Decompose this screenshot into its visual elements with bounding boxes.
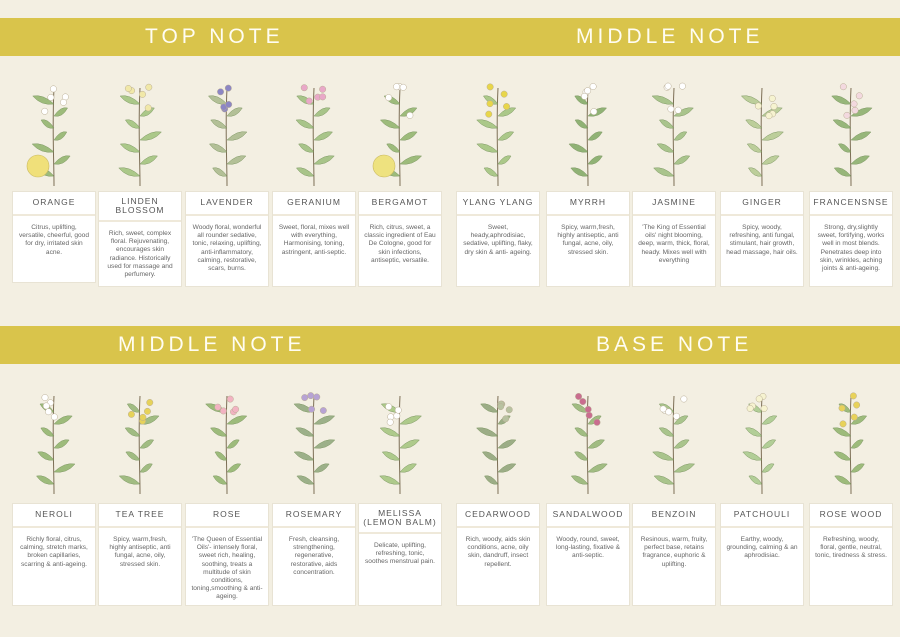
- note-card: [809, 503, 893, 606]
- card-title: MYRRH: [547, 192, 629, 216]
- note-card: [358, 191, 442, 287]
- card-description: Rich, citrus, sweet, a classic ingredient of Eau De Cologne, good for skin infections, antiseptic, versatile.: [364, 224, 436, 264]
- card-title: GINGER: [721, 192, 803, 216]
- note-card: [185, 503, 269, 606]
- card-description: Rich, sweet, complex floral. Rejuvenating, encourages skin radiance. Historically used for massage and perfumery.: [107, 230, 173, 279]
- note-card: [632, 503, 716, 606]
- card-title: SANDALWOOD: [547, 504, 629, 528]
- frankincense-plant-illustration: [811, 78, 891, 193]
- rosemary-plant-illustration: [274, 386, 354, 501]
- section-title-middle-note-bottom: MIDDLE NOTE: [118, 333, 306, 356]
- card-title: CEDARWOOD: [457, 504, 539, 528]
- melissa-plant-illustration: [360, 386, 440, 501]
- card-description: Resinous, warm, fruity, perfect base, retains fragrance, euphoric & uplifting.: [640, 536, 708, 568]
- card-title: BERGAMOT: [359, 192, 441, 216]
- section-title-middle-note-top: MIDDLE NOTE: [576, 25, 764, 48]
- note-card: [98, 503, 182, 606]
- card-description: Delicate, uplifting, refreshing, tonic, soothes menstrual pain.: [364, 542, 435, 566]
- card-description: Woody floral, wonderful all rounder sedative, tonic, relaxing, uplifting, anti-inflammatory, calming, restorative, scars, burns.: [192, 224, 262, 273]
- rose-plant-illustration: [187, 386, 267, 501]
- bergamot-plant-illustration: [360, 78, 440, 193]
- card-title: ROSEMARY: [273, 504, 355, 528]
- card-description: Refreshing, woody, floral, gentle, neutral, tonic, tiredness & stress.: [815, 536, 887, 560]
- card-description: Spicy, warm,fresh, highly antiseptic, anti fungal, acne, oily, stressed skin.: [109, 536, 171, 568]
- card-description: Citrus, uplifting, versatile, cheerful, good for dry, irritated skin acne.: [18, 224, 89, 256]
- linden-plant-illustration: [100, 78, 180, 193]
- card-title: MELISSA (LEMON BALM): [359, 504, 441, 534]
- section-title-base-note: BASE NOTE: [596, 333, 753, 356]
- card-description: Sweet, heady,aphrodisiac, sedative, uplifting, flaky, dry skin & anti- ageing.: [463, 224, 533, 256]
- bottom-band: [0, 326, 900, 364]
- note-card: [546, 191, 630, 287]
- note-card: [720, 503, 804, 606]
- orange-plant-illustration: [14, 78, 94, 193]
- note-card: [632, 191, 716, 287]
- card-title: LINDEN BLOSSOM: [99, 192, 181, 222]
- top-band: [0, 18, 900, 56]
- cedarwood-plant-illustration: [458, 386, 538, 501]
- benzoin-plant-illustration: [634, 386, 714, 501]
- card-title: GERANIUM: [273, 192, 355, 216]
- note-card: [546, 503, 630, 606]
- card-title: FRANCENSNSE: [810, 192, 892, 216]
- note-card: [720, 191, 804, 287]
- card-description: Strong, dry,slightly sweet, fortifying, works well in most blends. Penetrates deep into skin, wrinkles, aching joints & anti-ageing.: [817, 224, 885, 273]
- card-title: LAVENDER: [186, 192, 268, 216]
- note-card: [98, 191, 182, 287]
- rosewood-plant-illustration: [811, 386, 891, 501]
- note-card: [272, 503, 356, 606]
- card-title: ROSE WOOD: [810, 504, 892, 528]
- lavender-plant-illustration: [187, 78, 267, 193]
- card-description: Rich, woody, aids skin conditions, acne, oily skin, dandruff, insect repellent.: [465, 536, 531, 568]
- section-title-top-note: TOP NOTE: [145, 25, 284, 48]
- card-description: 'The King of Essential oils' night blooming, deep, warm, thick, floral, heady. Mixes well with everything: [638, 224, 710, 264]
- note-card: [12, 191, 96, 283]
- card-description: Sweet, floral, mixes well with everything, Harmonising, toning, astringent, anti-septic.: [278, 224, 350, 256]
- card-title: ROSE: [186, 504, 268, 528]
- note-card: [809, 191, 893, 287]
- note-card: [456, 503, 540, 606]
- geranium-plant-illustration: [274, 78, 354, 193]
- note-card: [272, 191, 356, 287]
- card-title: NEROLI: [13, 504, 95, 528]
- card-description: Richly floral, citrus, calming, stretch marks, broken capillaries, scarring & anti-ageing.: [20, 536, 88, 568]
- card-description: Spicy, warm,fresh, highly antiseptic, anti fungal, acne, oily, stressed skin.: [557, 224, 619, 256]
- myrrh-plant-illustration: [548, 78, 628, 193]
- card-description: Earthy, woody, grounding, calming & an aphrodisiac.: [726, 536, 798, 560]
- card-description: Woody, round, sweet, long-lasting, fixative & anti-septic.: [555, 536, 621, 560]
- card-title: ORANGE: [13, 192, 95, 216]
- ylang-plant-illustration: [458, 78, 538, 193]
- note-card: [185, 191, 269, 287]
- sandalwood-plant-illustration: [548, 386, 628, 501]
- note-card: [456, 191, 540, 287]
- jasmine-plant-illustration: [634, 78, 714, 193]
- ginger-plant-illustration: [722, 78, 802, 193]
- note-card: [12, 503, 96, 606]
- patchouli-plant-illustration: [722, 386, 802, 501]
- card-description: 'The Queen of Essential Oils'- intensely floral, sweet rich, healing, soothing, treats a multitude of skin conditions, toning,smoothing & anti-ageing.: [191, 536, 263, 601]
- neroli-plant-illustration: [14, 386, 94, 501]
- card-title: TEA TREE: [99, 504, 181, 528]
- card-title: YLANG YLANG: [457, 192, 539, 216]
- card-title: BENZOIN: [633, 504, 715, 528]
- tea-tree-plant-illustration: [100, 386, 180, 501]
- card-title: PATCHOULI: [721, 504, 803, 528]
- note-card: [358, 503, 442, 606]
- card-description: Fresh, cleansing, strengthening, regenerative, restorative, aids concentration.: [288, 536, 340, 576]
- card-title: JASMINE: [633, 192, 715, 216]
- card-description: Spicy, woody, refreshing, anti fungal, stimulant, hair growth, head massage, hair oils.: [726, 224, 798, 256]
